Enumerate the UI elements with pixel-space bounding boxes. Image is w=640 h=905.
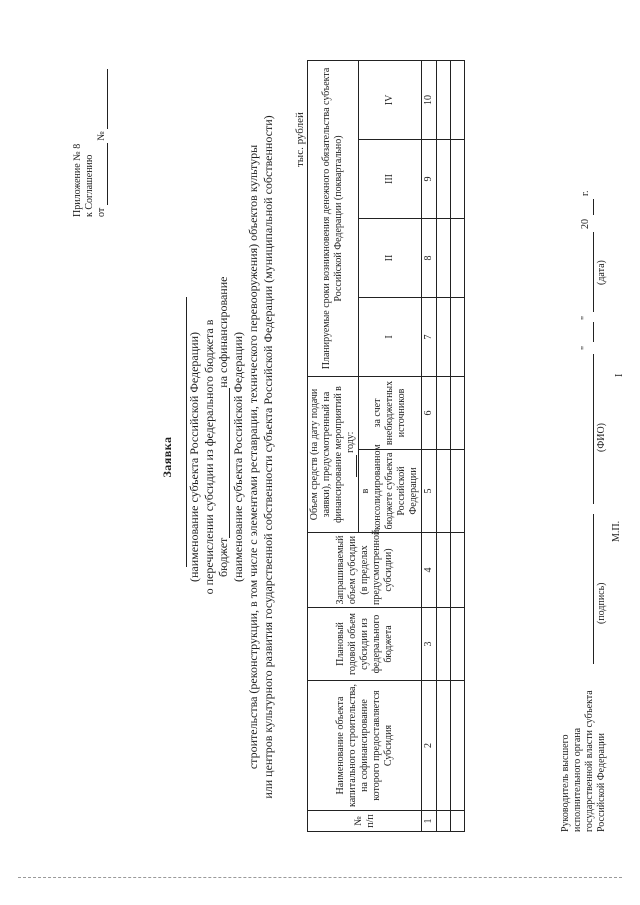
purpose-line-1: строительства (реконструкции, в том числе с элементами реставрации, технического перевооружения) объектов культуры [246, 144, 260, 770]
header-funding-volume [308, 376, 359, 532]
name-caption: (ФИО) [596, 422, 607, 452]
header-requested-volume: Запрашиваемый объем субсидии (в пределах предусмотренной субсидии) [308, 533, 422, 608]
header-quarter-1: I [359, 297, 422, 376]
col-number: 2 [422, 681, 437, 811]
table-cell [451, 681, 465, 811]
appendix-from-label: от [96, 207, 107, 217]
appendix-number-blank [107, 69, 108, 129]
header-planned-volume: Плановый годовой объем субсидии из федерального бюджета [308, 608, 422, 681]
header-consolidated-budget: в консолидированном бюджете субъекта Российской Федерации [359, 450, 422, 533]
table-cell [437, 60, 451, 139]
table-cell [451, 376, 465, 449]
head-title: Руководитель высшего исполнительного органа государственной власти субъекта Российской Федерации [560, 690, 607, 832]
document-title: Заявка [160, 436, 174, 478]
col-number: 9 [422, 139, 437, 218]
table-cell [437, 681, 451, 811]
year-prefix: 20 [580, 219, 591, 229]
table-cell [437, 139, 451, 218]
table-cell [437, 811, 451, 832]
appendix-number-label: № [96, 131, 107, 141]
signature-caption: (подпись) [596, 582, 607, 624]
subject-caption: (наименование субъекта Российской Федерации) [187, 331, 201, 583]
col-number: 7 [422, 297, 437, 376]
budget-label: бюджет [216, 537, 230, 577]
table-cell [437, 218, 451, 297]
application-table [307, 60, 465, 832]
table-cell [451, 811, 465, 832]
table-cell [451, 608, 465, 681]
col-number: 3 [422, 608, 437, 681]
header-extrabudgetary: за счет внебюджетных источников [359, 376, 422, 449]
header-payment-terms: Планируемые сроки возникновения денежного обязательства субъекта Российской Федерации (поквартально) [308, 60, 359, 376]
appendix-number: Приложение № 8 [72, 143, 83, 217]
date-month-line [593, 232, 594, 312]
date-day-line [593, 322, 594, 342]
table-cell [437, 450, 451, 533]
budget-blank [217, 388, 230, 538]
col-number: 6 [422, 376, 437, 449]
table-cell [437, 533, 451, 608]
transfer-text: о перечислении субсидии из федерального бюджета в [202, 319, 216, 595]
col-number: 10 [422, 60, 437, 139]
col-number: 5 [422, 450, 437, 533]
header-num: № п/п [308, 811, 422, 832]
appendix-date-blank [107, 143, 108, 205]
table-cell [451, 139, 465, 218]
table-cell [437, 376, 451, 449]
col-number: 4 [422, 533, 437, 608]
table-row [451, 60, 465, 831]
table-cell [437, 297, 451, 376]
budget-line [216, 177, 230, 577]
table-row [437, 60, 451, 831]
column-number-row [422, 60, 437, 831]
name-line [593, 354, 594, 504]
year-line [593, 199, 594, 215]
header-funding-year-suffix: году: [345, 431, 356, 453]
table-cell [437, 608, 451, 681]
appendix-date-number [96, 69, 108, 217]
year-suffix: г. [580, 190, 591, 196]
table-cell [451, 450, 465, 533]
signature-line [593, 514, 594, 664]
table-cell [451, 218, 465, 297]
date-quote-open: " [580, 345, 591, 350]
stamp-label: М.П. [611, 520, 622, 542]
table-cell [451, 60, 465, 139]
header-year-blank [356, 455, 357, 477]
col-number: 1 [422, 811, 437, 832]
date-quote-close: " [580, 315, 591, 320]
purpose-line-2: или центров культурного развития государственной собственности субъекта Российской Федерации (муниципальной собственности) [261, 115, 275, 799]
cofinancing-label: на софинансирование [216, 276, 230, 388]
units-label: тыс. рублей [294, 112, 306, 167]
header-quarter-2: II [359, 218, 422, 297]
table-cell [451, 533, 465, 608]
col-number: 8 [422, 218, 437, 297]
appendix-header [72, 69, 108, 217]
table-cell [451, 297, 465, 376]
page-mark: I [614, 373, 625, 377]
header-object-name: Наименование объекта капитального строительства, на софинансирование которого предоставляется Субсидия [308, 681, 422, 811]
subject-caption-2: (наименование субъекта Российской Федерации) [231, 331, 245, 583]
header-quarter-3: III [359, 139, 422, 218]
appendix-agreement: к Соглашению [84, 154, 95, 217]
page-cut-line [18, 877, 622, 878]
date-caption: (дата) [596, 260, 607, 285]
header-funding-volume-text: Объем средств (на дату подачи заявки), предусмотренный на финансирование мероприятий в [309, 386, 344, 523]
header-quarter-4: IV [359, 60, 422, 139]
rotated-document-sheet [2, 42, 625, 872]
